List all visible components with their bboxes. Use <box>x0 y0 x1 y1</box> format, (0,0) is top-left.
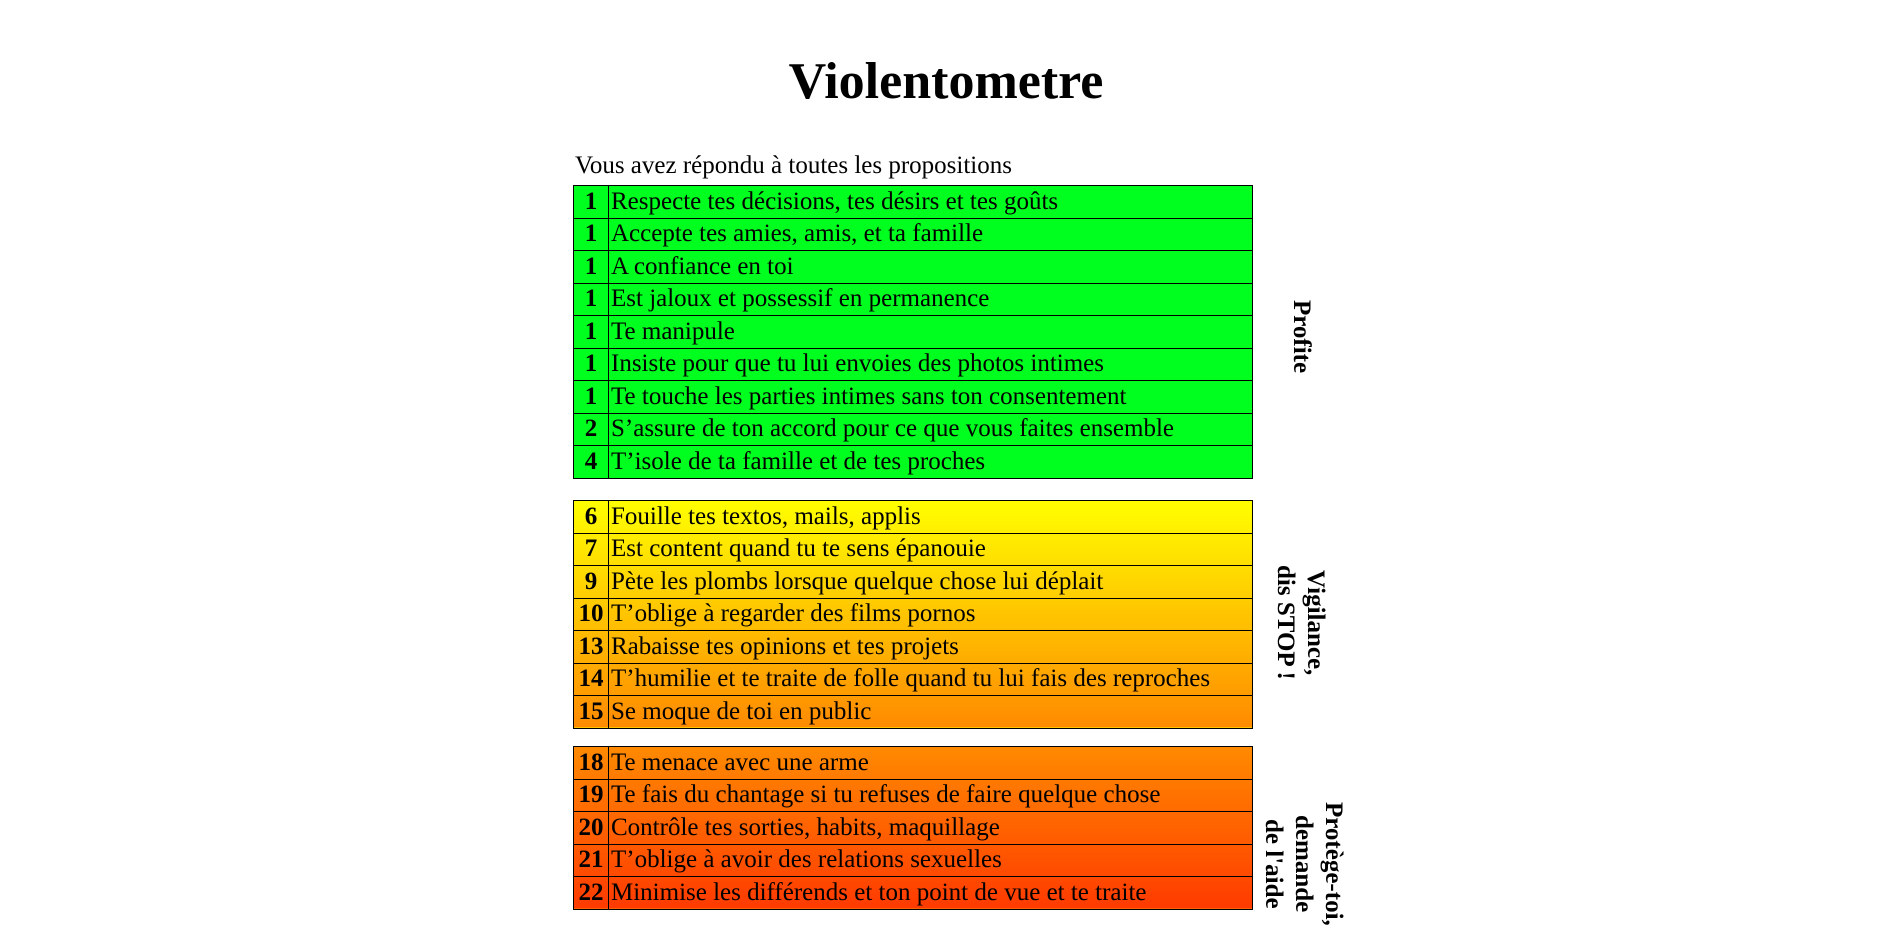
group-label-profite <box>1286 300 1316 373</box>
row-text: Accepte tes amies, amis, et ta famille <box>609 218 1253 251</box>
scale-table-green <box>573 185 1253 479</box>
row-score: 1 <box>574 283 609 316</box>
group-label-protege <box>1258 802 1348 926</box>
row-score: 4 <box>574 446 609 479</box>
row-text: S’assure de ton accord pour ce que vous faites ensemble <box>609 413 1253 446</box>
group-label-line: demande <box>1290 815 1317 913</box>
row-score: 14 <box>574 663 609 696</box>
scale-row <box>574 501 1253 534</box>
row-score: 18 <box>574 747 609 780</box>
scale-row <box>574 566 1253 599</box>
completion-status: Vous avez répondu à toutes les propositions <box>575 152 1012 179</box>
group-label-line: de l'aide <box>1260 819 1287 909</box>
row-text: Fouille tes textos, mails, applis <box>609 501 1253 534</box>
scale-row <box>574 663 1253 696</box>
row-score: 2 <box>574 413 609 446</box>
scale-row <box>574 877 1253 910</box>
page-title: Violentometre <box>788 53 1104 110</box>
scale-row <box>574 696 1253 729</box>
row-score: 9 <box>574 566 609 599</box>
row-score: 13 <box>574 631 609 664</box>
scale-row <box>574 779 1253 812</box>
scale-row <box>574 844 1253 877</box>
row-score: 21 <box>574 844 609 877</box>
row-score: 1 <box>574 316 609 349</box>
row-text: Te touche les parties intimes sans ton consentement <box>609 381 1253 414</box>
row-text: Rabaisse tes opinions et tes projets <box>609 631 1253 664</box>
row-text: Minimise les différends et ton point de vue et te traite <box>609 877 1253 910</box>
group-label-text: Profite <box>1288 300 1315 374</box>
scale-row <box>574 747 1253 780</box>
row-text: T’oblige à avoir des relations sexuelles <box>609 844 1253 877</box>
scale-group-red <box>573 746 1253 910</box>
row-text: A confiance en toi <box>609 251 1253 284</box>
row-score: 1 <box>574 381 609 414</box>
row-score: 22 <box>574 877 609 910</box>
scale-row <box>574 381 1253 414</box>
row-text: Contrôle tes sorties, habits, maquillage <box>609 812 1253 845</box>
row-score: 1 <box>574 251 609 284</box>
row-text: T’oblige à regarder des films pornos <box>609 598 1253 631</box>
row-text: T’humilie et te traite de folle quand tu lui fais des reproches <box>609 663 1253 696</box>
row-text: Te fais du chantage si tu refuses de faire quelque chose <box>609 779 1253 812</box>
scale-table-orange <box>573 500 1253 729</box>
scale-row <box>574 533 1253 566</box>
scale-row <box>574 218 1253 251</box>
row-score: 6 <box>574 501 609 534</box>
scale-table-red <box>573 746 1253 910</box>
row-text: Est jaloux et possessif en permanence <box>609 283 1253 316</box>
row-text: T’isole de ta famille et de tes proches <box>609 446 1253 479</box>
row-text: Respecte tes décisions, tes désirs et tes goûts <box>609 186 1253 219</box>
group-label-line: Protège-toi, <box>1320 802 1347 926</box>
group-label-vigilance <box>1270 565 1330 680</box>
row-score: 1 <box>574 218 609 251</box>
scale-row <box>574 446 1253 479</box>
row-text: Te manipule <box>609 316 1253 349</box>
scale-row <box>574 283 1253 316</box>
row-score: 20 <box>574 812 609 845</box>
scale-row <box>574 251 1253 284</box>
scale-row <box>574 316 1253 349</box>
scale-row <box>574 812 1253 845</box>
row-score: 1 <box>574 348 609 381</box>
scale-row <box>574 631 1253 664</box>
row-score: 7 <box>574 533 609 566</box>
row-text: Te menace avec une arme <box>609 747 1253 780</box>
scale-row <box>574 348 1253 381</box>
row-score: 15 <box>574 696 609 729</box>
row-score: 1 <box>574 186 609 219</box>
row-score: 19 <box>574 779 609 812</box>
group-label-line: Vigilance, <box>1302 569 1329 676</box>
row-text: Se moque de toi en public <box>609 696 1253 729</box>
scale-group-green <box>573 185 1253 479</box>
scale-row <box>574 413 1253 446</box>
row-score: 10 <box>574 598 609 631</box>
row-text: Pète les plombs lorsque quelque chose lui déplait <box>609 566 1253 599</box>
group-label-line: dis STOP ! <box>1272 565 1299 680</box>
row-text: Insiste pour que tu lui envoies des photos intimes <box>609 348 1253 381</box>
scale-row <box>574 598 1253 631</box>
row-text: Est content quand tu te sens épanouie <box>609 533 1253 566</box>
scale-row <box>574 186 1253 219</box>
scale-group-orange <box>573 500 1253 729</box>
